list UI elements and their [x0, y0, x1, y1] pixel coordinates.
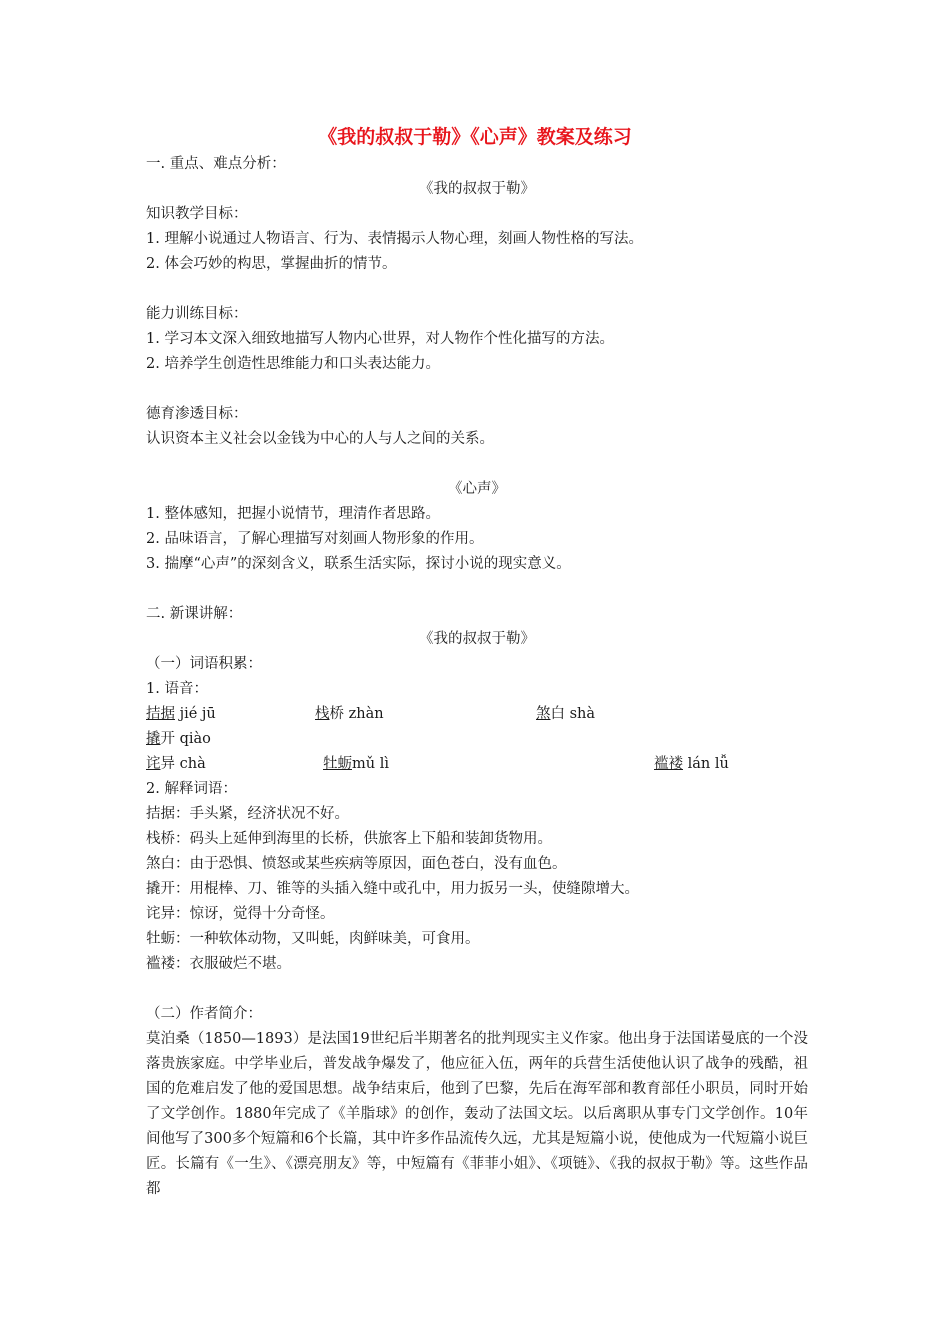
ability-goal-heading: 能力训练目标： [146, 306, 248, 322]
knowledge-goal-item: 2. 体会巧妙的构思，掌握曲折的情节。 [146, 256, 397, 272]
explanation-item: 牡蛎：一种软体动物，又叫蚝，肉鲜味美，可食用。 [146, 931, 480, 947]
pronunciation-row [146, 752, 808, 777]
explanation-heading: 2. 解释词语： [146, 781, 237, 797]
moral-goal-text: 认识资本主义社会以金钱为中心的人与人之间的关系。 [146, 431, 494, 447]
explanation-item: 褴褛：衣服破烂不堪。 [146, 956, 291, 972]
pronunciation-heading: 1. 语音： [146, 681, 208, 697]
knowledge-goal-heading: 知识教学目标： [146, 206, 248, 222]
pron-item: 牡蛎mǔ lì [323, 756, 389, 772]
pron-item: 煞白 shà [536, 706, 596, 722]
explanation-item: 撬开：用棍棒、刀、锥等的头插入缝中或孔中，用力扳另一头，使缝隙增大。 [146, 881, 639, 897]
pron-item: 撬开 qiào [146, 731, 211, 747]
moral-goal-heading: 德育渗透目标： [146, 406, 248, 422]
ability-goal-item: 2. 培养学生创造性思维能力和口头表达能力。 [146, 356, 440, 372]
knowledge-goal-item: 1. 理解小说通过人物语言、行为、表情揭示人物心理，刻画人物性格的写法。 [146, 231, 643, 247]
xinsheng-goal-item: 1. 整体感知，把握小说情节，理清作者思路。 [146, 506, 440, 522]
lesson-title-xinsheng: 《心声》 [448, 481, 506, 497]
author-paragraph: 莫泊桑（1850—1893）是法国19世纪后半期著名的批判现实主义作家。他出身于法国诺曼底的一个没落贵族家庭。中学毕业后，普发战争爆发了，他应征入伍，两年的兵营生活使他认识了战争的残酷，祖国的危难启发了他的爱国思想。战争结束后，他到了巴黎，先后在海军部和教育部任小职员，同时开始了文学创作。1880年完成了《羊脂球》的创作，轰动了法国文坛。以后离职从事专门文学创作。10年间他写了300多个短篇和6个长篇，其中许多作品流传久远，尤其是短篇小说，使他成为一代短篇小说巨匠。长篇有《一生》、《漂亮朋友》等，中短篇有《菲菲小姐》、《项链》、《我的叔叔于勒》等。这些作品都 [146, 1031, 808, 1197]
explanation-item: 拮据：手头紧，经济状况不好。 [146, 806, 349, 822]
pronunciation-row [146, 727, 808, 752]
pron-item: 拮据 jié jū [146, 706, 216, 722]
pronunciation-row [146, 702, 808, 727]
author-heading: （二）作者简介： [146, 1006, 262, 1022]
pron-item: 栈桥 zhàn [315, 706, 384, 722]
document-title: 《我的叔叔于勒》《心声》教案及练习 [318, 126, 632, 148]
document-body [146, 152, 808, 1202]
pron-item: 褴褛 lán lǚ [654, 756, 729, 772]
lesson-title-uncle-jules-2: 《我的叔叔于勒》 [419, 631, 535, 647]
explanation-item: 栈桥：码头上延伸到海里的长桥，供旅客上下船和装卸货物用。 [146, 831, 552, 847]
xinsheng-goal-item: 2. 品味语言，了解心理描写对刻画人物形象的作用。 [146, 531, 484, 547]
xinsheng-goal-item: 3. 揣摩“心声”的深刻含义，联系生活实际，探讨小说的现实意义。 [146, 556, 571, 572]
section-heading-analysis: 一. 重点、难点分析： [146, 156, 286, 172]
explanation-item: 诧异：惊讶，觉得十分奇怪。 [146, 906, 335, 922]
ability-goal-item: 1. 学习本文深入细致地描写人物内心世界，对人物作个性化描写的方法。 [146, 331, 614, 347]
pron-item: 诧异 chà [146, 756, 206, 772]
lesson-title-uncle-jules: 《我的叔叔于勒》 [419, 181, 535, 197]
vocab-heading: （一）词语积累： [146, 656, 262, 672]
explanation-item: 煞白：由于恐惧、愤怒或某些疾病等原因，面色苍白，没有血色。 [146, 856, 567, 872]
section-heading-new-lesson: 二. 新课讲解： [146, 606, 243, 622]
